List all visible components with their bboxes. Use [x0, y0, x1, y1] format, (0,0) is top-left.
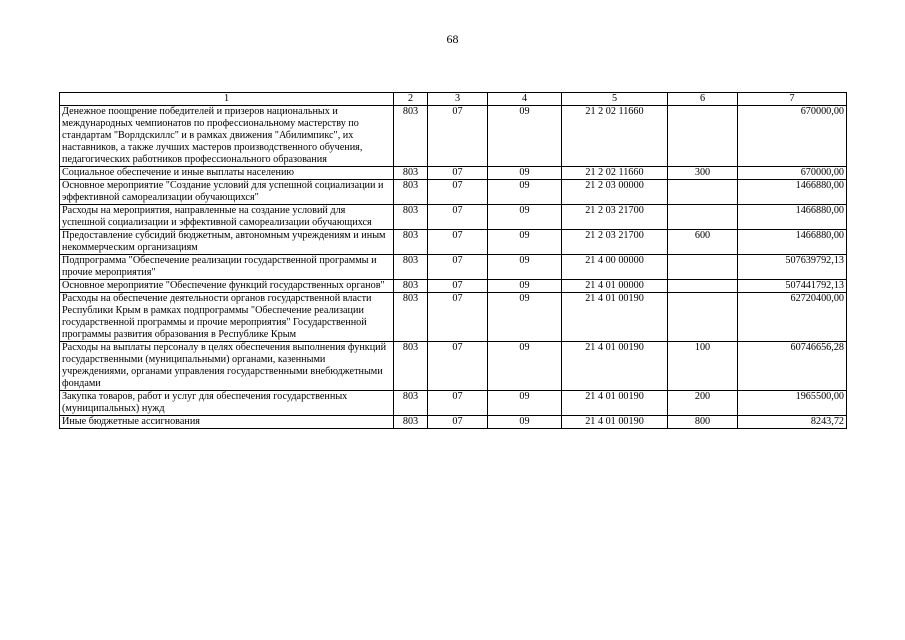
row-ministry-code: 803	[394, 230, 428, 255]
row-target-code: 21 4 01 00000	[562, 280, 668, 293]
table-row	[60, 180, 847, 205]
row-amount: 1466880,00	[738, 180, 847, 205]
table-row	[60, 342, 847, 391]
row-section-code: 07	[428, 205, 488, 230]
row-target-code: 21 2 02 11660	[562, 167, 668, 180]
row-name: Денежное поощрение победителей и призеров национальных и международных чемпионатов по профессиональному мастерству по стандартам "Ворлдскиллс" и в рамках движения "Абилимпикс", их наставников, а также лучших мастеров производственного обучения, педагогических работников профессионального образования	[60, 106, 394, 167]
row-ministry-code: 803	[394, 167, 428, 180]
row-expense-type	[668, 280, 738, 293]
row-expense-type	[668, 106, 738, 167]
row-amount: 507441792,13	[738, 280, 847, 293]
row-ministry-code: 803	[394, 416, 428, 429]
row-expense-type	[668, 180, 738, 205]
row-ministry-code: 803	[394, 106, 428, 167]
row-name: Социальное обеспечение и иные выплаты населению	[60, 167, 394, 180]
row-subsection-code: 09	[488, 230, 562, 255]
table-row	[60, 391, 847, 416]
row-ministry-code: 803	[394, 280, 428, 293]
row-section-code: 07	[428, 167, 488, 180]
row-section-code: 07	[428, 280, 488, 293]
row-subsection-code: 09	[488, 416, 562, 429]
table-row	[60, 416, 847, 429]
row-expense-type: 600	[668, 230, 738, 255]
budget-table	[59, 92, 847, 429]
row-name: Расходы на обеспечение деятельности органов государственной власти Республики Крым в рамках подпрограммы "Обеспечение реализации государственной программы и прочие мероприятия" Государственной программы развития образования в Республике Крым	[60, 293, 394, 342]
row-expense-type: 800	[668, 416, 738, 429]
row-target-code: 21 2 02 11660	[562, 106, 668, 167]
table-row	[60, 255, 847, 280]
row-section-code: 07	[428, 180, 488, 205]
table-row	[60, 293, 847, 342]
row-expense-type	[668, 255, 738, 280]
row-subsection-code: 09	[488, 106, 562, 167]
row-amount: 670000,00	[738, 167, 847, 180]
table-row	[60, 167, 847, 180]
row-name: Закупка товаров, работ и услуг для обеспечения государственных (муниципальных) нужд	[60, 391, 394, 416]
row-target-code: 21 4 01 00190	[562, 416, 668, 429]
row-ministry-code: 803	[394, 342, 428, 391]
row-ministry-code: 803	[394, 180, 428, 205]
row-expense-type	[668, 293, 738, 342]
row-subsection-code: 09	[488, 293, 562, 342]
row-name: Расходы на мероприятия, направленные на создание условий для успешной социализации и эффективной самореализации обучающихся	[60, 205, 394, 230]
row-section-code: 07	[428, 255, 488, 280]
header-col-1: 1	[60, 93, 394, 106]
row-amount: 8243,72	[738, 416, 847, 429]
table-row	[60, 230, 847, 255]
row-target-code: 21 4 01 00190	[562, 391, 668, 416]
row-amount: 670000,00	[738, 106, 847, 167]
row-target-code: 21 2 03 00000	[562, 180, 668, 205]
row-amount: 1466880,00	[738, 230, 847, 255]
header-row	[60, 93, 847, 106]
row-section-code: 07	[428, 416, 488, 429]
row-target-code: 21 2 03 21700	[562, 230, 668, 255]
row-name: Расходы на выплаты персоналу в целях обеспечения выполнения функций государственными (муниципальными) органами, казенными учреждениями, органами управления государственными внебюджетными фондами	[60, 342, 394, 391]
header-col-4: 4	[488, 93, 562, 106]
header-col-5: 5	[562, 93, 668, 106]
row-target-code: 21 2 03 21700	[562, 205, 668, 230]
row-expense-type: 300	[668, 167, 738, 180]
row-subsection-code: 09	[488, 180, 562, 205]
header-col-2: 2	[394, 93, 428, 106]
row-section-code: 07	[428, 391, 488, 416]
row-amount: 1965500,00	[738, 391, 847, 416]
row-amount: 1466880,00	[738, 205, 847, 230]
row-section-code: 07	[428, 106, 488, 167]
row-expense-type	[668, 205, 738, 230]
row-subsection-code: 09	[488, 342, 562, 391]
row-name: Иные бюджетные ассигнования	[60, 416, 394, 429]
row-expense-type: 200	[668, 391, 738, 416]
row-section-code: 07	[428, 293, 488, 342]
row-target-code: 21 4 00 00000	[562, 255, 668, 280]
row-name: Подпрограмма "Обеспечение реализации государственной программы и прочие мероприятия"	[60, 255, 394, 280]
row-subsection-code: 09	[488, 205, 562, 230]
table-row	[60, 280, 847, 293]
row-section-code: 07	[428, 342, 488, 391]
table-row	[60, 205, 847, 230]
row-target-code: 21 4 01 00190	[562, 293, 668, 342]
row-ministry-code: 803	[394, 205, 428, 230]
page-number: 68	[446, 32, 459, 46]
table-row	[60, 106, 847, 167]
row-amount: 60746656,28	[738, 342, 847, 391]
row-target-code: 21 4 01 00190	[562, 342, 668, 391]
row-name: Основное мероприятие "Обеспечение функций государственных органов"	[60, 280, 394, 293]
row-amount: 507639792,13	[738, 255, 847, 280]
row-name: Предоставление субсидий бюджетным, автономным учреждениям и иным некоммерческим организациям	[60, 230, 394, 255]
row-ministry-code: 803	[394, 255, 428, 280]
header-col-3: 3	[428, 93, 488, 106]
row-subsection-code: 09	[488, 255, 562, 280]
row-section-code: 07	[428, 230, 488, 255]
row-subsection-code: 09	[488, 280, 562, 293]
header-col-6: 6	[668, 93, 738, 106]
table-body	[60, 106, 847, 429]
row-ministry-code: 803	[394, 293, 428, 342]
row-amount: 62720400,00	[738, 293, 847, 342]
row-name: Основное мероприятие "Создание условий для успешной социализации и эффективной самореализации обучающихся"	[60, 180, 394, 205]
header-col-7: 7	[738, 93, 847, 106]
row-expense-type: 100	[668, 342, 738, 391]
row-subsection-code: 09	[488, 391, 562, 416]
row-ministry-code: 803	[394, 391, 428, 416]
row-subsection-code: 09	[488, 167, 562, 180]
